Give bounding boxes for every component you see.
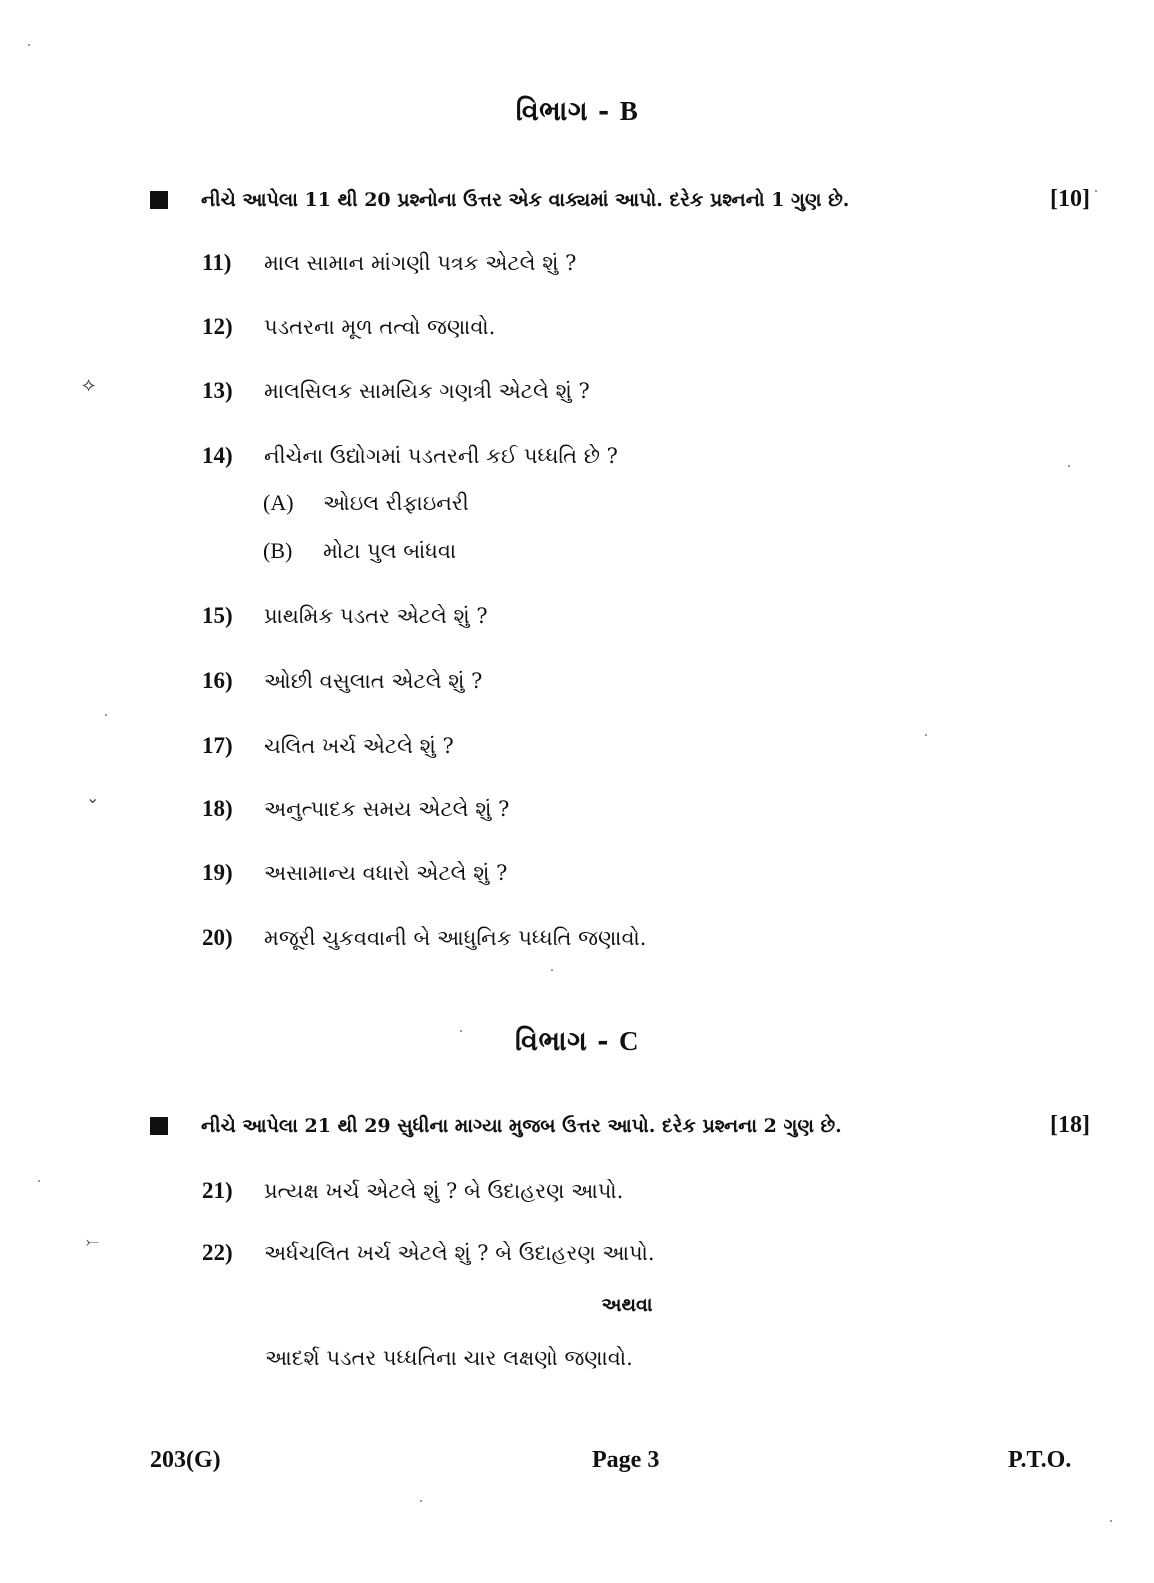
question-text: અસામાન્ય વધારો એટલે શું ? <box>264 861 508 885</box>
question-19 <box>202 860 507 886</box>
question-number: 11) <box>202 250 232 275</box>
question-text: પડતરના મૂળ તત્વો જણાવો. <box>264 315 496 339</box>
section-c-instruction-text: નીચે આપેલા 21 થી 29 સુધીના માગ્યા મુજબ ઉત્તર આપો. દરેક પ્રશ્નના 2 ગુણ છે. <box>201 1114 842 1137</box>
scan-speck <box>460 1030 462 1032</box>
section-c-title-text: વિભાગ - <box>515 1026 609 1057</box>
please-turn-over: P.T.O. <box>1008 1447 1072 1473</box>
scan-speck <box>420 1500 422 1502</box>
question-text: મજૂરી ચુકવવાની બે આધુનિક પધ્ધતિ જણાવો. <box>264 926 647 950</box>
option-text: ઓઇલ રીફાઇનરી <box>323 491 469 515</box>
question-18 <box>202 796 509 822</box>
question-number: 18) <box>202 796 233 821</box>
square-bullet-icon <box>150 1117 168 1135</box>
square-bullet-icon <box>150 191 168 209</box>
scan-speck <box>551 969 553 971</box>
option-text: મોટા પુલ બાંધવા <box>323 539 457 563</box>
question-16 <box>202 668 482 694</box>
question-text: માલસિલક સામયિક ગણત્રી એટલે શું ? <box>264 379 590 403</box>
question-17 <box>202 733 454 759</box>
scan-speck <box>1095 190 1097 192</box>
section-b-instruction-text: નીચે આપેલા 11 થી 20 પ્રશ્નોના ઉત્તર એક વાક્યમાં આપો. દરેક પ્રશ્નનો 1 ગુણ છે. <box>201 188 850 211</box>
question-11 <box>202 250 576 276</box>
section-b-instruction <box>150 186 1090 213</box>
question-number: 16) <box>202 668 233 693</box>
question-21 <box>202 1178 623 1204</box>
question-text: અનુત્પાદક સમય એટલે શું ? <box>264 797 510 821</box>
scan-mark-icon: ⤚ <box>86 1232 99 1251</box>
question-14-option-a <box>263 490 469 516</box>
question-14 <box>202 443 618 469</box>
question-13 <box>202 378 590 404</box>
question-12 <box>202 314 495 340</box>
question-number: 13) <box>202 378 233 403</box>
scan-speck <box>105 714 107 716</box>
question-20 <box>202 925 646 951</box>
question-number: 20) <box>202 925 233 950</box>
question-22-alternative: આદર્શ પડતર પધ્ધતિના ચાર લક્ષણો જણાવો. <box>265 1346 633 1370</box>
scan-speck <box>925 734 927 736</box>
option-label: (A) <box>263 490 294 515</box>
option-label: (B) <box>263 538 293 563</box>
question-22 <box>202 1240 655 1266</box>
page-number: Page 3 <box>592 1447 660 1473</box>
question-14-option-b <box>263 538 456 564</box>
scan-speck <box>28 44 30 46</box>
section-b-title-text: વિભાગ - <box>515 96 610 127</box>
question-text: પ્રત્યક્ષ ખર્ચ એટલે શું ? બે ઉદાહરણ આપો. <box>264 1179 624 1203</box>
question-number: 22) <box>202 1240 233 1265</box>
question-text: અર્ધચલિત ખર્ચ એટલે શું ? બે ઉદાહરણ આપો. <box>264 1241 655 1265</box>
question-number: 12) <box>202 314 233 339</box>
scan-mark-icon: ⌄ <box>86 788 100 807</box>
section-b-title <box>0 96 1154 128</box>
section-b-marks: [10] <box>1050 186 1090 212</box>
question-number: 21) <box>202 1178 233 1203</box>
question-number: 14) <box>202 443 233 468</box>
question-number: 19) <box>202 860 233 885</box>
question-number: 17) <box>202 733 233 758</box>
question-text: ચલિત ખર્ચ એટલે શું ? <box>264 734 454 758</box>
section-c-instruction <box>150 1112 1090 1139</box>
question-text: ઓછી વસુલાત એટલે શું ? <box>264 669 483 693</box>
scan-mark-icon: ⟡ <box>82 372 96 396</box>
or-label: અથવા <box>601 1294 653 1316</box>
question-15 <box>202 603 488 629</box>
paper-code: 203(G) <box>150 1447 221 1473</box>
question-text: માલ સામાન માંગણી પત્રક એટલે શું ? <box>264 251 577 275</box>
section-c-marks: [18] <box>1050 1112 1090 1138</box>
scan-speck <box>38 1180 40 1182</box>
section-c-title <box>0 1026 1154 1058</box>
question-number: 15) <box>202 603 233 628</box>
scan-speck <box>1068 465 1070 467</box>
section-c-letter: C <box>618 1026 639 1056</box>
question-text: પ્રાથમિક પડતર એટલે શું ? <box>264 604 488 628</box>
question-text: નીચેના ઉદ્યોગમાં પડતરની કઈ પધ્ધતિ છે ? <box>264 444 618 468</box>
scan-speck <box>1110 1520 1112 1522</box>
section-b-letter: B <box>619 96 639 126</box>
